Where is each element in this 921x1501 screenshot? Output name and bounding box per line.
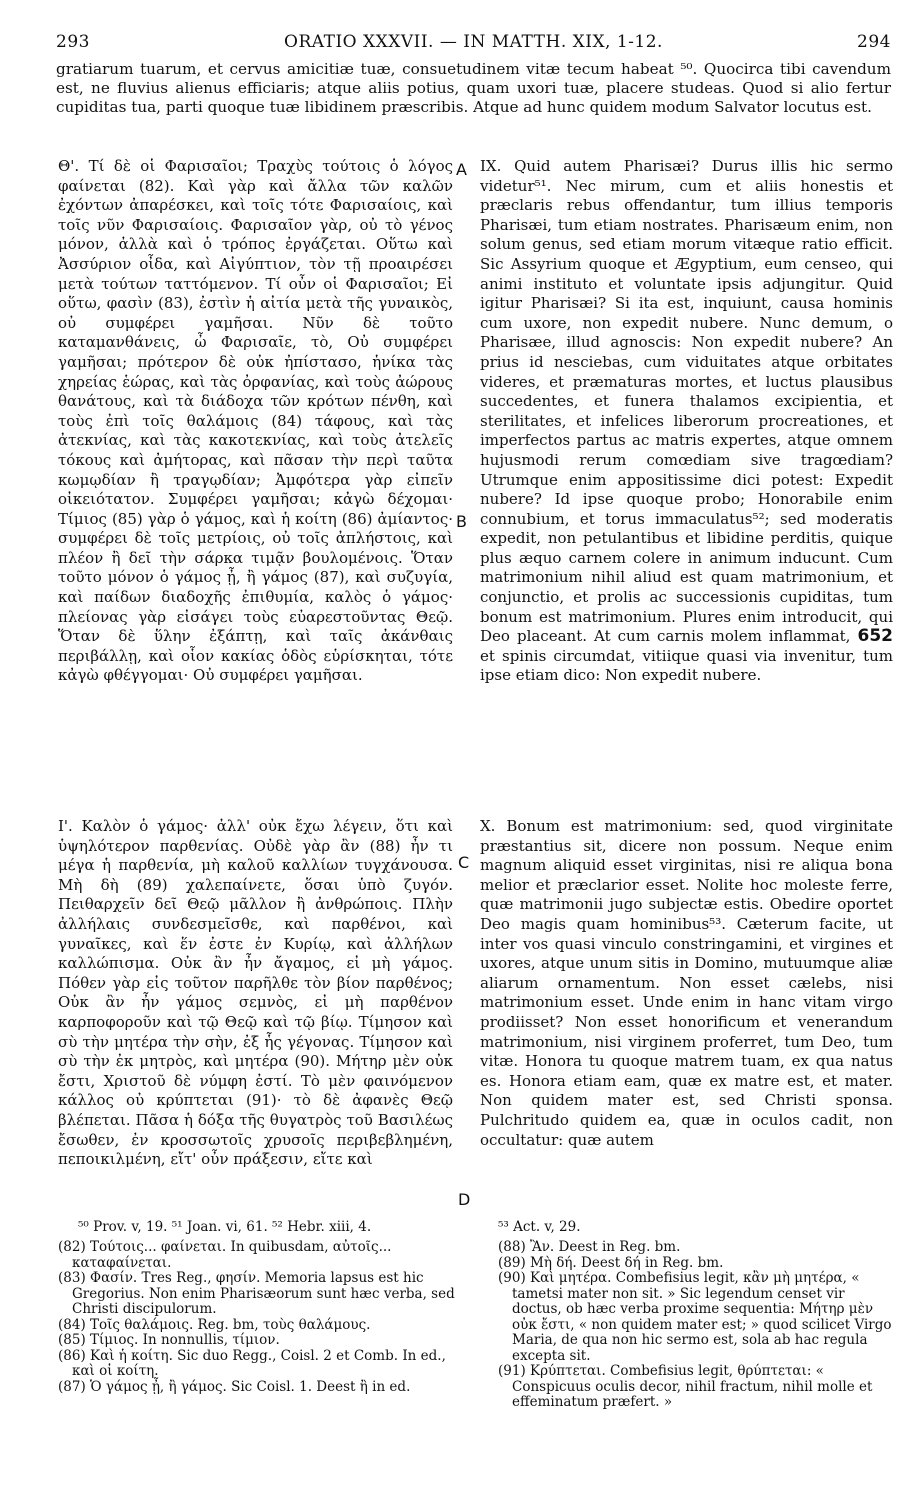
latin-column-section-9 [480,157,893,686]
lead-paragraph: gratiarum tuarum, et cervus amicitiæ tuæ, consuetudinem vitæ tecum habeat ⁵⁰. Quocirca tibi cavendum est, ne fluvius alienus efficiaris; atque aliis potius, quam uxori tuæ, placere studeas. Quod si alio fertur cupiditas tua, parti quoque tuæ libidinem præscribis. Atque ad hunc quidem modum Salvator locutus est. [56,60,891,116]
running-header [56,32,891,54]
note-85: (85) Τίμιος. In nonnullis, τίμιον. [58,1332,280,1348]
left-page-number: 293 [56,32,90,52]
right-page-number: 294 [857,32,891,52]
note-89: (89) Μὴ δή. Deest δή in Reg. bm. [498,1254,724,1271]
section-marker-c: C [458,853,470,872]
latin-text-9: IX. Quid autem Pharisæi? Durus illis hic sermo videtur⁵¹. Nec mirum, cum et aliis honestis et præclaris rebus offendantur, tum illius temporis Pharisæi, tum etiam nostrates. Pharisæum enim, non solum genus, sed etiam morum vitæque ratio efficit. Sic Assyrium quoque et Ægyptium, eum censeo, qui animi instituto et voluntate ipsis adjungitur. Quid igitur Pharisæi? Si ita est, inquiunt, causa hominis cum uxore, non expedit nubere. Nunc demum, o Pharisæe, illud agnoscis: Non expedit nubere? An prius id nesciebas, cum viduitates atque orbitates videres, et præmaturas mortes, et luctus plausibus succedentes, et funera thalamos excipientia, et sterilitates, et infelices liberorum procreationes, et imperfectos partus ac matris expertes, atque omnem hujusmodi rerum comœdiam sive tragœdiam? Utrumque enim appositissime dici potest: Expedit nubere? Id ipse quoque probo; Honorabile enim connubium, et torus immaculatus⁵²; sed moderatis expedit, non petulantibus et libidine perditis, quique plus æquo carnem colere in animum inducunt. Cum matrimonium nihil aliud est quam matrimonium, et conjunctio, et prolis ac successionis cupiditas, tum bonum est matrimonium. Plures enim introducit, qui Deo placeant. At cum carnis molem inflammat, [480,157,893,646]
note-84: (84) Τοῖς θαλάμοις. Reg. bm, τοὺς θαλάμους. [58,1316,371,1333]
running-title: ORATIO XXXVII. — IN MATTH. XIX, 1-12. [284,32,663,52]
column-number: 652 [857,626,893,647]
scripture-references-right: ⁵³ Act. v, 29. [498,1219,581,1235]
latin-column-section-10: X. Bonum est matrimonium: sed, quod virginitate præstantius sit, dicere non possum. Neque enim magnum aliquid esset virginitas, nisi re aliqua bona melior et præclarior esset. Nolite hoc moleste ferre, quæ matrimonii jugo subjectæ estis. Obedire oportet Deo magis quam hominibus⁵³. Cæterum facite, ut inter vos quasi vinculo constringamini, et virgines et uxores, atque unum sitis in Domino, mutuumque aliæ aliarum ornamentum. Non esset cælebs, nisi matrimonium esset. Unde enim in hanc vitam virgo prodiisset? Non esset honorificum et venerandum matrimonium, nisi virginem proferret, tum Deo, tum vitæ. Honora tu quoque matrem tuam, ex qua natus es. Honora etiam eam, quæ ex matre est, et mater. Non quidem mater est, sed Christi sponsa. Pulchritudo quidem ea, quæ in oculos cadit, non occultatur: quæ autem [480,817,893,1149]
section-marker-b: B [456,512,467,531]
note-82: (82) Τούτοις... φαίνεται. In quibusdam, αὐτοῖς... καταφαίνεται. [58,1239,392,1271]
scripture-references-left: ⁵⁰ Prov. v, 19. ⁵¹ Joan. vi, 61. ⁵² Hebr. xiii, 4. [78,1219,372,1235]
note-88: (88) Ἂν. Deest in Reg. bm. [498,1239,681,1255]
greek-column-section-9: Θ'. Τί δὲ οἱ Φαρισαῖοι; Τραχὺς τούτοις ὁ λόγος φαίνεται (82). Καὶ γὰρ καὶ ἄλλα τῶν καλῶν ἐχόντων ἀπαρέσκει, καὶ τοῖς τότε Φαρισαίοις, καὶ τοῖς νῦν Φαρισαίοις. Φαρισαῖον γὰρ, οὐ τὸ γένος μόνον, ἀλλὰ καὶ ὁ τρόπος ἐργάζεται. Οὕτω καὶ Ἀσσύριον οἶδα, καὶ Αἰγύπτιον, τὸν τῇ προαιρέσει μετὰ τούτων ταττόμενον. Τί οὖν οἱ Φαρισαῖοι; Εἰ οὕτω, φασὶν (83), ἐστὶν ἡ αἰτία μετὰ τῆς γυναικὸς, οὐ συμφέρει γαμῆσαι. Νῦν δὲ τοῦτο καταμανθάνεις, ὦ Φαρισαῖε, τὸ, Οὐ συμφέρει γαμῆσαι; πρότερον δὲ οὐκ ἠπίστασο, ἡνίκα τὰς χηρείας ἑώρας, καὶ τὰς ὀρφανίας, καὶ τοὺς ἀώρους θανάτους, καὶ τὰ διάδοχα τῶν κρότων πένθη, καὶ τοὺς ἐπὶ τοῖς θαλάμοις (84) τάφους, καὶ τὰς ἀτεκνίας, καὶ τὰς κακοτεκνίας, καὶ τοὺς ἀτελεῖς τόκους καὶ ἀμήτορας, καὶ πᾶσαν τὴν περὶ ταῦτα κωμῳδίαν ἢ τραγῳδίαν; Ἀμφότερα γὰρ εἰπεῖν οἰκειότατον. Συμφέρει γαμῆσαι; κἀγὼ δέχομαι· Τίμιος (85) γὰρ ὁ γάμος, καὶ ἡ κοίτη (86) ἀμίαντος· συμφέρει δὲ τοῖς μετρίοις, οὐ τοῖς ἀπλήστοις, καὶ πλέον ἢ δεῖ τὴν σάρκα τιμᾷν βουλομένοις. Ὅταν τοῦτο μόνον ὁ γάμος ᾖ, ἢ γάμος (87), καὶ συζυγία, καὶ παίδων διαδοχῆς ἐπιθυμία, καλὸς ὁ γάμος· πλείονας γὰρ εἰσάγει τοὺς εὐαρεστοῦντας Θεῷ. Ὅταν δὲ ὕλην ἐξάπτῃ, καὶ ταῖς ἀκάνθαις περιβάλλῃ, καὶ οἷον κακίας ὁδὸς εὑρίσκηται, τότε κἀγὼ φθέγγομαι· Οὐ συμφέρει γαμῆσαι. [58,157,453,685]
section-marker-a: A [456,160,467,179]
section-marker-d: D [458,1190,471,1209]
latin-text-9-end: et spinis circumdat, vitiique quasi via invenitur, tum ipse etiam dico: Non expedit nubere. [480,646,893,685]
note-87: (87) Ὁ γάμος ᾖ, ἢ γάμος. Sic Coisl. 1. Deest ἢ in ed. [58,1378,411,1395]
note-91: (91) Κρύπτεται. Combefisius legit, θρύπτεται: « Conspicuus oculis decor, nihil fractum, nihil molle et effeminatum præfert. » [498,1363,873,1410]
note-86: (86) Καὶ ἡ κοίτη. Sic duo Regg., Coisl. 2 et Comb. In ed., καὶ οἱ κοίτη. [58,1347,446,1379]
greek-column-section-10: Ι'. Καλὸν ὁ γάμος· ἀλλ' οὐκ ἔχω λέγειν, ὅτι καὶ ὑψηλότερον παρθενίας. Οὐδὲ γὰρ ἂν (88) ἦν τι μέγα ἡ παρθενία, μὴ καλοῦ καλλίων τυγχάνουσα. Μὴ δὴ (89) χαλεπαίνετε, ὅσαι ὑπὸ ζυγόν. Πειθαρχεῖν δεῖ Θεῷ μᾶλλον ἢ ἀνθρώποις. Πλὴν ἀλλήλαις συνδεσμεῖσθε, καὶ παρθένοι, καὶ γυναῖκες, καὶ ἕν ἐστε ἐν Κυρίῳ, καὶ ἀλλήλων καλλώπισμα. Οὐκ ἂν ἦν ἄγαμος, εἰ μὴ γάμος. Πόθεν γὰρ εἰς τοῦτον παρῆλθε τὸν βίον παρθένος; Οὐκ ἂν ἦν γάμος σεμνὸς, εἰ μὴ παρθένον καρποφοροῦν καὶ τῷ Θεῷ καὶ τῷ βίῳ. Τίμησον καὶ σὺ τὴν μητέρα τὴν σὴν, ἐξ ἧς γέγονας. Τίμησον καὶ σὺ τὴν ἐκ μητρὸς, καὶ μητέρα (90). Μήτηρ μὲν οὐκ ἔστι, Χριστοῦ δὲ νύμφη ἐστί. Τὸ μὲν φαινόμενον κάλλος οὐ κρύπτεται (91)· τὸ δὲ ἀφανὲς Θεῷ βλέπεται. Πᾶσα ἡ δόξα τῆς θυγατρὸς τοῦ Βασιλέως ἔσωθεν, ἐν κροσσωτοῖς χρυσοῖς περιβεβλημένη, πεποικιλμένη, εἴτ' οὖν πράξεσιν, εἴτε καὶ [58,817,453,1169]
note-83: (83) Φασίν. Tres Reg., φησίν. Memoria lapsus est hic Gregorius. Non enim Pharisæorum sunt hæc verba, sed Christi discipulorum. [58,1270,455,1317]
textual-notes-right [498,1240,893,1411]
textual-notes-left [58,1240,458,1395]
note-90: (90) Καὶ μητέρα. Combefisius legit, κἂν μὴ μητέρα, « tametsi mater non sit. » Sic legendum censet vir doctus, ob hæc verba proxime sequentia: Μήτηρ μὲν οὐκ ἔστι, « non quidem mater est; » quod scilicet Virgo Maria, de qua non hic sermo est, sola ab hac regula excepta sit. [498,1270,892,1364]
